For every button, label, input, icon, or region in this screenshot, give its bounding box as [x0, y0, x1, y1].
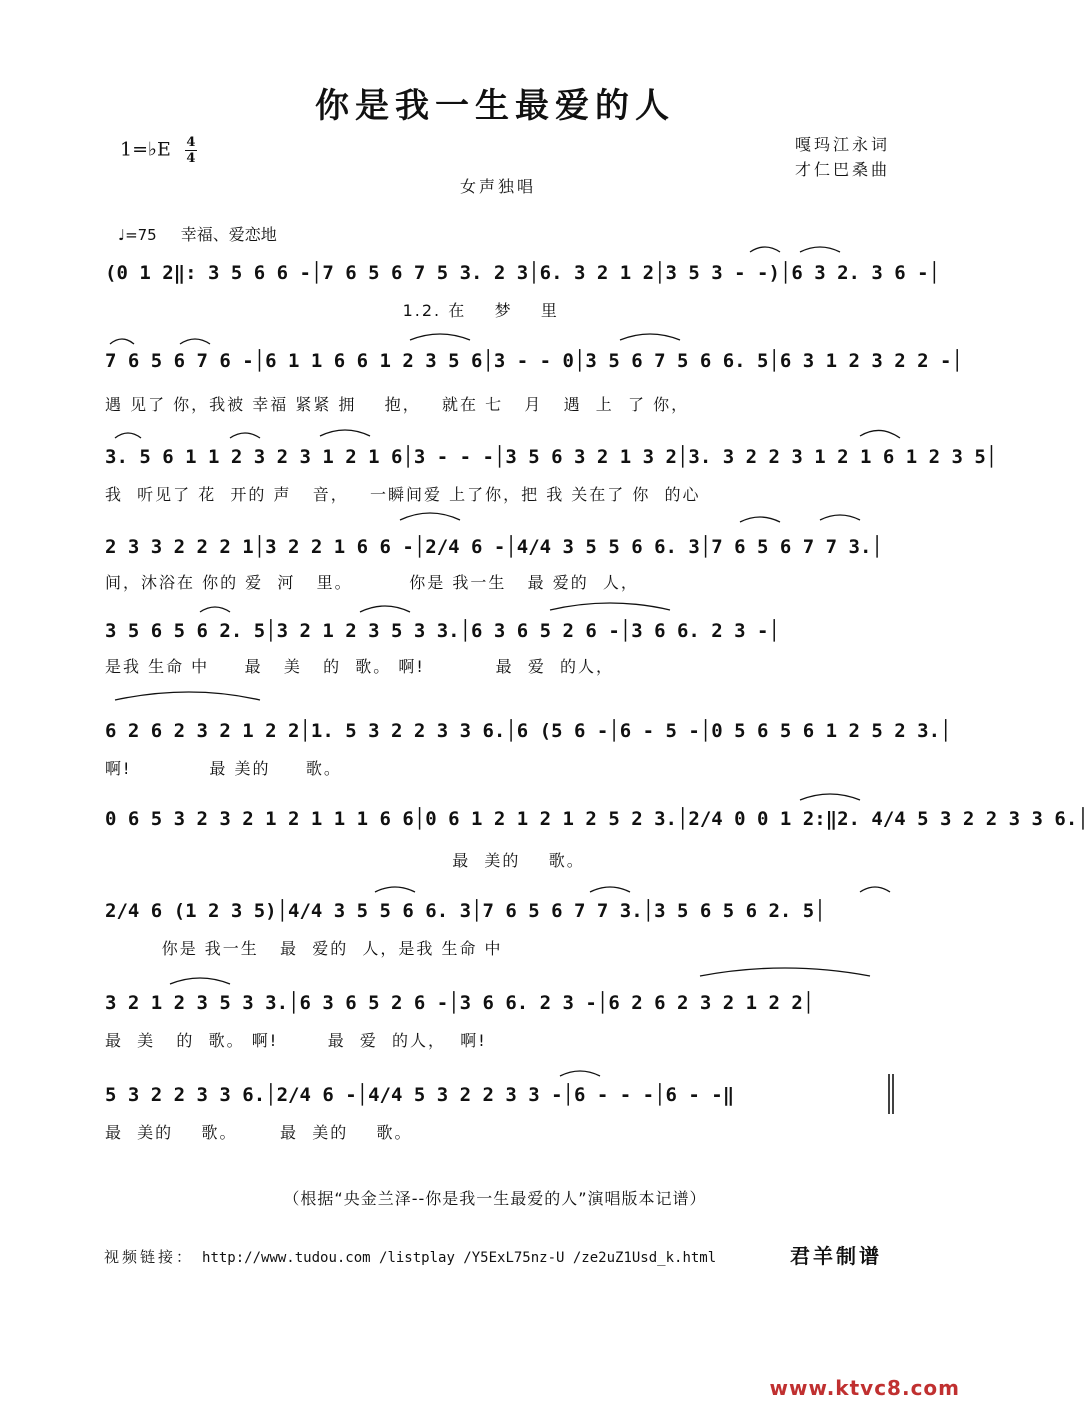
source-note: （根据“央金兰泽--你是我一生最爱的人”演唱版本记谱） — [283, 1189, 707, 1208]
system-10-lyrics: 最 美的 歌。 最 美的 歌。 — [105, 1123, 413, 1142]
system-9-notes: 3 2 1 2 3 5 3 3.│6 3 6 5 2 6 -│3 6 6. 2 3 -│6 2 6 2 3 2 1 2 2│ — [105, 992, 815, 1014]
system-7-lyrics: 最 美的 歌。 — [105, 851, 585, 870]
system-3-lyrics: 我 听见了 花 开的 声 音， 一瞬间爱 上了你，把 我 关在了 你 的心 — [105, 485, 701, 504]
time-denominator: 4 — [186, 151, 196, 166]
composer-credit: 才仁巴桑曲 — [794, 160, 890, 179]
tempo-value: ♩=75 — [118, 226, 157, 244]
video-url[interactable]: http://www.tudou.com /listplay /Y5ExL75nz-U /ze2uZ1Usd_k.html — [202, 1250, 717, 1266]
system-4-notes: 2 3 3 2 2 2 1│3 2 2 1 6 6 -│2/4 6 -│4/4 3 5 5 6 6. 3│7 6 5 6 7 7 3.│ — [105, 536, 883, 558]
system-7-notes: 0 6 5 3 2 3 2 1 2 1 1 1 6 6│0 6 1 2 1 2 1 2 5 2 3.│2/4 0 0 1 2:‖2. 4/4 5 3 2 2 3 3 6.│ — [105, 808, 1089, 830]
system-6-notes: 6 2 6 2 3 2 1 2 2│1. 5 3 2 2 3 3 6.│6 (5 6 -│6 - 5 -│0 5 6 5 6 1 2 5 2 3.│ — [105, 720, 952, 742]
system-4-lyrics: 间，沐浴在 你的 爱 河 里。 你是 我一生 最 爱的 人， — [105, 573, 639, 592]
system-10-notes: 5 3 2 2 3 3 6.│2/4 6 -│4/4 5 3 2 2 3 3 -│6 - - -│6 - -‖ — [105, 1084, 735, 1106]
system-5-notes: 3 5 6 5 6 2. 5│3 2 1 2 3 5 3 3.│6 3 6 5 2 6 -│3 6 6. 2 3 -│ — [105, 620, 780, 642]
page-title: 你是我一生最爱的人 — [315, 86, 675, 126]
system-8-notes: 2/4 6 (1 2 3 5)│4/4 3 5 5 6 6. 3│7 6 5 6 7 7 3.│3 5 6 5 6 2. 5│ — [105, 900, 826, 922]
tempo-marking — [118, 222, 277, 245]
system-1-notes: (0 1 2‖: 3 5 6 6 -│7 6 5 6 7 5 3. 2 3│6. 3 2 1 2│3 5 3 - -)│6 3 2. 3 6 -│ — [105, 262, 941, 284]
system-8-lyrics: 你是 我一生 最 爱的 人，是我 生命 中 — [105, 939, 503, 958]
system-3-notes: 3. 5 6 1 1 2 3 2 3 1 2 1 6│3 - - -│3 5 6 3 2 1 3 2│3. 3 2 2 3 1 2 1 6 1 2 3 5│ — [105, 446, 998, 468]
system-2-lyrics: 遇 见了 你，我被 幸福 紧紧 拥 抱， 就在 七 月 遇 上 了 你， — [105, 395, 690, 414]
watermark: www.ktvc8.com — [769, 1376, 960, 1400]
performance-type: 女声独唱 — [460, 177, 537, 196]
tempo-mood: 幸福、爱恋地 — [180, 225, 277, 244]
transcriber-signature: 君羊制谱 — [790, 1244, 882, 1268]
credits — [795, 132, 890, 182]
time-numerator: 4 — [186, 135, 196, 150]
system-9-lyrics: 最 美 的 歌。 啊! 最 爱 的人， 啊! — [105, 1031, 487, 1050]
video-label: 视频链接： — [104, 1248, 195, 1266]
key-signature — [120, 136, 197, 165]
system-1-lyrics: 1.2. 在 梦 里 — [105, 301, 559, 320]
system-6-lyrics: 啊! 最 美的 歌。 — [105, 759, 342, 778]
lyricist-credit: 嘎玛江永词 — [794, 135, 890, 154]
system-5-lyrics: 是我 生命 中 最 美 的 歌。 啊! 最 爱 的人， — [105, 657, 614, 676]
video-link — [104, 1246, 716, 1267]
key-label: 1=♭E — [120, 138, 171, 161]
system-2-notes: 7 6 5 6 7 6 -│6 1 1 6 6 1 2 3 5 6│3 - - 0│3 5 6 7 5 6 6. 5│6 3 1 2 3 2 2 -│ — [105, 350, 963, 372]
time-signature — [185, 136, 197, 165]
